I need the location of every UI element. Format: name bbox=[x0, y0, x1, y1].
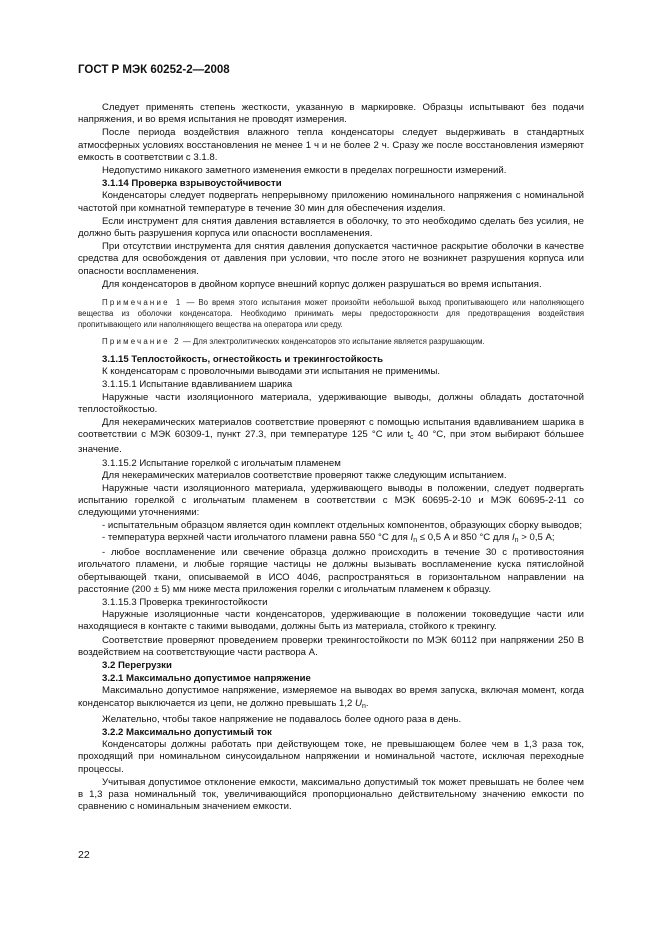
subsection-heading-3-1-15-1: 3.1.15.1 Испытание вдавливанием шарика bbox=[102, 379, 293, 391]
section-heading-3-2: 3.2 Перегрузки bbox=[102, 659, 172, 671]
paragraph: Наружные части изоляционного материала, удерживающие выводы, должны обладать достаточной теплостойкостью. bbox=[78, 391, 584, 415]
paragraph: Для некерамических материалов соответствие проверяют с помощью испытания вдавливанием шарика в соответствии с МЭК 60309-1, пункт 27.3, при температуре 125 °С или $t_с$ 40 °С, при этом выбирают бóльшее значение. bbox=[78, 417, 584, 456]
list-item: - любое воспламенение или свечение образца должно происходить в течение 30 с противостояния игольчатого пламени, и любые горящие частицы не должны вызывать воспламенение куска пятислойной обертывающей ткани, описываемой в ИСО 4046, распространяться в горизонтальном направлении на расстояние (200 ± 5) мм ниже места приложения горелки с игольчатым пламенем к образцу. bbox=[78, 547, 584, 595]
section-heading-3-1-14: 3.1.14 Проверка взрывоустойчивости bbox=[102, 178, 282, 190]
paragraph: К конденсаторам с проволочными выводами эти испытания не применимы. bbox=[102, 366, 441, 378]
section-heading-3-1-15: 3.1.15 Теплостойкость, огнестойкость и трекингостойкость bbox=[102, 354, 383, 366]
paragraph: Наружные части изоляционного материала, удерживающего выводы в положении, следует подвергать испытанию горелкой с игольчатым пламенем в соответствии с МЭК 60695-2-10 и МЭК 60695-2-11 со следующими уточнениями: bbox=[78, 483, 584, 519]
paragraph: Для конденсаторов в двойном корпусе внешний корпус должен разрушаться во время испытания. bbox=[102, 278, 542, 290]
paragraph: Недопустимо никакого заметного изменения емкости в пределах погрешности измерений. bbox=[102, 165, 507, 177]
paragraph: Желательно, чтобы такое напряжение не подавалось более одного раза в день. bbox=[102, 713, 462, 725]
paragraph: При отсутствии инструмента для снятия давления допускается частичное раскрытие оболочки в качестве средства для освобождения от давления при условии, что после этого не возникнет разрушения корпуса или опасности воспламенения. bbox=[78, 241, 584, 277]
note-2 bbox=[78, 336, 584, 347]
note-text: — Во время этого испытания может произойти небольшой выход пропитывающего или наполняющего вещества из оболочки конденсатора. Необходимо принимать меры предосторожности для предотвращения воздействия пропитывающего или наполняющего вещества на оператора или среду. bbox=[78, 298, 584, 330]
note-label: Примечание 1 bbox=[102, 298, 183, 308]
section-heading-3-2-2: 3.2.2 Максимально допустимый ток bbox=[102, 726, 272, 738]
paragraph: После периода воздействия влажного тепла конденсаторы следует выдерживать в стандартных атмосферных условиях восстановления не менее 1 ч и не более 2 ч. Сразу же после восстановления измеряют емкость в соответствии с 3.1.8. bbox=[78, 127, 584, 163]
paragraph: Конденсаторы должны работать при действующем токе, не превышающем более чем в 1,3 раза ток, проходящий при номинальном синусоидальном напряжении и номинальной частоте, исключая переходные процессы. bbox=[78, 739, 584, 775]
paragraph: Если инструмент для снятия давления вставляется в оболочку, то это необходимо сделать без усилия, не должно быть разрушения корпуса или опасности воспламенения. bbox=[78, 215, 584, 240]
note-1 bbox=[78, 297, 584, 330]
note-label: Примечание 2 bbox=[102, 337, 181, 347]
subsection-heading-3-1-15-2: 3.1.15.2 Испытание горелкой с игольчатым пламенем bbox=[102, 457, 341, 469]
document-page bbox=[78, 64, 584, 813]
page-number: 22 bbox=[78, 849, 90, 861]
document-header: ГОСТ Р МЭК 60252-2—2008 bbox=[78, 64, 230, 76]
paragraph: Конденсаторы следует подвергать непрерывному приложению номинального напряжения с номинальной частотой при комнатной температуре в течение 30 мин для обеспечения изделия. bbox=[78, 190, 584, 214]
paragraph: Следует применять степень жесткости, указанную в маркировке. Образцы испытывают без подачи напряжения, и во время испытания не проводят измерения. bbox=[78, 102, 584, 126]
paragraph: Максимально допустимое напряжение, измеряемое на выводах во время запуска, включая момент, когда конденсатор выключается из цепи, не должно превышать 1,2 $U_n$. bbox=[78, 685, 584, 710]
section-heading-3-2-1: 3.2.1 Максимально допустимое напряжение bbox=[102, 673, 311, 685]
paragraph: Для некерамических материалов соответствие проверяют также следующим испытанием. bbox=[102, 469, 507, 481]
paragraph: Соответствие проверяют проведением проверки трекингостойкости по МЭК 60112 при напряжении 250 В воздействием на соответствующие части раствора А. bbox=[78, 634, 584, 658]
note-text: — Для электролитических конденсаторов это испытание является разрушающим. bbox=[180, 337, 485, 347]
subsection-heading-3-1-15-3: 3.1.15.3 Проверка трекингостойкости bbox=[102, 596, 268, 608]
paragraph: Учитывая допустимое отклонение емкости, максимально допустимый ток может превышать не более чем в 1,3 раза номинальный ток, увеличивающийся пропорционально действительному значению емкости по сравнению с номинальным значением емкости. bbox=[78, 776, 584, 813]
list-item: - испытательным образцом является один комплект отдельных компонентов, образующих сборку выводов; bbox=[102, 519, 582, 531]
paragraph: Наружные изоляционные части конденсаторов, удерживающие в положении токоведущие части или находящиеся в контакте с такими выводами, должны быть из материала, стойкого к трекингу. bbox=[78, 609, 584, 633]
list-item: - температура верхней части игольчатого пламени равна 550 °С для $I_n \le 0,5$ А и 850 °С для $I_n > 0,5$ А; bbox=[102, 531, 555, 544]
